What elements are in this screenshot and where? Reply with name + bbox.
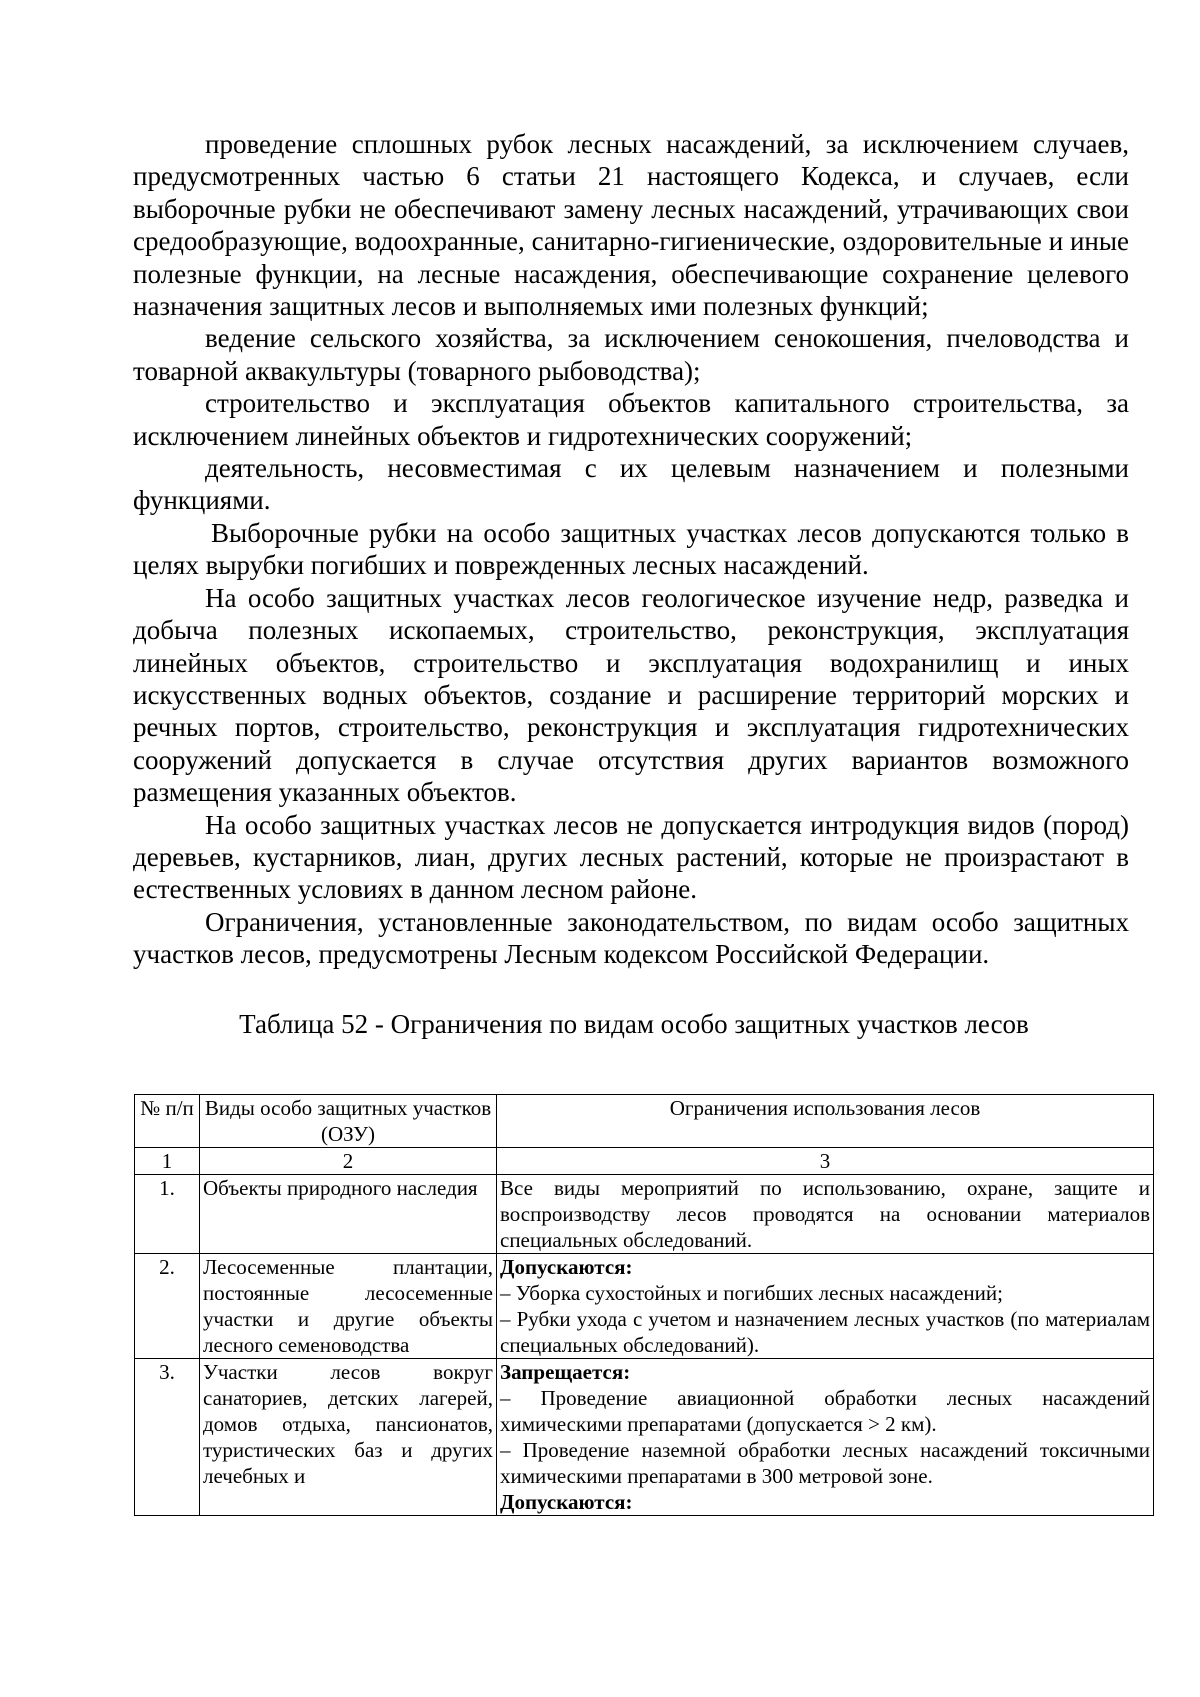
restriction-item: – Проведение авиационной обработки лесных насаждений химическими препаратами (допускается > 2 км). [500, 1386, 1150, 1436]
row-restriction: Все виды мероприятий по использованию, охране, защите и воспроизводству лесов проводятся на основании материалов специальных обследований. [497, 1175, 1154, 1254]
row-type: Лесосеменные плантации, постоянные лесосеменные участки и другие объекты лесного семеноводства [200, 1254, 497, 1359]
restriction-item: – Уборка сухостойных и погибших лесных насаждений; [500, 1281, 1003, 1305]
paragraph-legislation-restrictions: Ограничения, установленные законодательством, по видам особо защитных участков лесов, предусмотрены Лесным кодексом Российской Федерации. [133, 906, 1129, 970]
paragraph-selective-felling: Выборочные рубки на особо защитных участках лесов допускаются только в целях вырубки погибших и поврежденных лесных насаждений. [133, 517, 1129, 581]
restriction-item: – Рубки ухода с учетом и назначением лесных участков (по материалам специальных обследований). [500, 1307, 1150, 1357]
paragraph-incompatible-activity: деятельность, несовместимая с их целевым назначением и полезными функциями. [133, 453, 1129, 516]
column-number-3: 3 [497, 1148, 1154, 1175]
restriction-heading: Допускаются: [500, 1255, 633, 1279]
table-row [135, 1254, 1154, 1359]
restrictions-table [134, 1094, 1154, 1516]
paragraph-subsoil-and-linear-objects: На особо защитных участках лесов геологическое изучение недр, разведка и добыча полезных ископаемых, строительство, реконструкция, эксплуатация линейных объектов, строительство и эксплуатация водохранилищ и иных искусственных водных объектов, создание и расширение территорий морских и речных портов, строительство, реконструкция и эксплуатация гидротехнических сооружений допускается в случае отсутствия других вариантов возможного размещения указанных объектов. [133, 582, 1129, 808]
restriction-heading-allowed: Допускаются: [500, 1490, 633, 1514]
row-type: Участки лесов вокруг санаториев, детских лагерей, домов отдыха, пансионатов, туристических баз и других лечебных и [200, 1359, 497, 1516]
row-number: 3. [135, 1359, 200, 1516]
header-number: № п/п [135, 1095, 200, 1148]
table-header-row [135, 1095, 1154, 1148]
restriction-heading: Запрещается: [500, 1360, 631, 1384]
row-number: 1. [135, 1175, 200, 1254]
restriction-item: – Проведение наземной обработки лесных насаждений токсичными химическими препаратами в 300 метровой зоне. [500, 1438, 1150, 1488]
table-row [135, 1175, 1154, 1254]
column-number-2: 2 [200, 1148, 497, 1175]
table-caption: Таблица 52 - Ограничения по видам особо защитных участков лесов [239, 1008, 1029, 1039]
row-type: Объекты природного наследия [200, 1175, 497, 1254]
header-types: Виды особо защитных участков (ОЗУ) [200, 1095, 497, 1148]
table-column-number-row [135, 1148, 1154, 1175]
table-row [135, 1359, 1154, 1516]
header-restrictions: Ограничения использования лесов [497, 1095, 1154, 1148]
row-restriction [497, 1359, 1154, 1516]
paragraph-construction: строительство и эксплуатация объектов капитального строительства, за исключением линейных объектов и гидротехнических сооружений; [133, 388, 1129, 451]
paragraph-clearcut-restrictions: проведение сплошных рубок лесных насаждений, за исключением случаев, предусмотренных частью 6 статьи 21 настоящего Кодекса, и случаев, если выборочные рубки не обеспечивают замену лесных насаждений, утрачивающих свои средообразующие, водоохранные, санитарно-гигиенические, оздоровительные и иные полезные функции, на лесные насаждения, обеспечивающие сохранение целевого назначения защитных лесов и выполняемых ими полезных функций; [133, 129, 1129, 322]
document-body [133, 128, 1129, 1040]
column-number-1: 1 [135, 1148, 200, 1175]
paragraph-introduction-of-species: На особо защитных участках лесов не допускается интродукция видов (пород) деревьев, кустарников, лиан, других лесных растений, которые не произрастают в естественных условиях в данном лесном районе. [133, 809, 1129, 905]
paragraph-agriculture: ведение сельского хозяйства, за исключением сенокошения, пчеловодства и товарной аквакультуры (товарного рыбоводства); [133, 323, 1129, 386]
row-restriction [497, 1254, 1154, 1359]
row-number: 2. [135, 1254, 200, 1359]
